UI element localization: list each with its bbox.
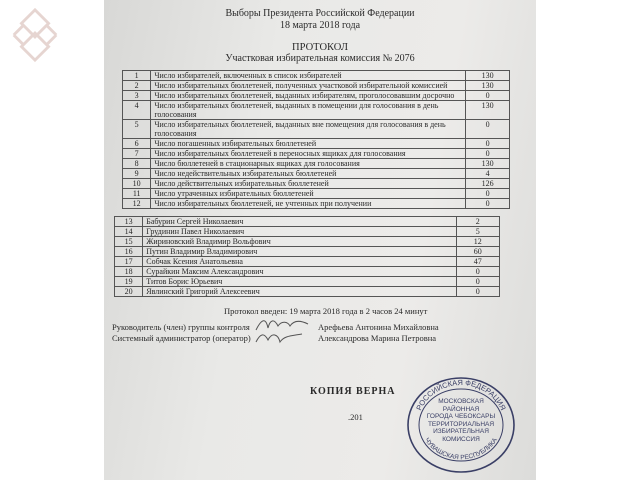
row-number: 16 (115, 247, 143, 257)
table-row (123, 81, 510, 91)
results-table-main (122, 70, 510, 209)
stamp-ring-top: РОССИЙСКАЯ ФЕДЕРАЦИЯ (414, 377, 508, 412)
commission-name: Участковая избирательная комиссия № 2076 (225, 53, 415, 64)
stamp-ring-bottom: ЧУВАШСКАЯ РЕСПУБЛИКА (423, 436, 499, 462)
row-value: 0 (466, 139, 510, 149)
row-number: 14 (115, 227, 143, 237)
row-number: 17 (115, 257, 143, 267)
table-row (123, 159, 510, 169)
results-table-candidates (114, 216, 500, 297)
row-label: Число погашенных избирательных бюллетеней (151, 139, 466, 149)
row-value: 0 (466, 189, 510, 199)
table-row (123, 101, 510, 120)
stamp-line: ИЗБИРАТЕЛЬНАЯ (433, 428, 489, 435)
row-value: 12 (456, 237, 499, 247)
row-number: 20 (115, 287, 143, 297)
row-number: 9 (123, 169, 151, 179)
row-value: 0 (456, 277, 499, 287)
protocol-entry-time: Протокол введен: 19 марта 2018 года в 2 часов 24 минут (224, 306, 428, 316)
row-label: Число избирательных бюллетеней, не учтенных при получении (151, 199, 466, 209)
row-number: 19 (115, 277, 143, 287)
row-value: 126 (466, 179, 510, 189)
handwritten-signature-icon (254, 330, 304, 346)
row-label: Число недействительных избирательных бюллетеней (151, 169, 466, 179)
row-label: Число избирателей, включенных в список избирателей (151, 71, 466, 81)
row-value: 4 (466, 169, 510, 179)
row-number: 5 (123, 120, 151, 139)
table-row (123, 71, 510, 81)
row-number: 13 (115, 217, 143, 227)
table-row (115, 217, 500, 227)
admin-role: Системный администратор (оператор) (112, 333, 251, 343)
row-value: 0 (456, 287, 499, 297)
row-label: Число избирательных бюллетеней в переносных ящиках для голосования (151, 149, 466, 159)
row-number: 11 (123, 189, 151, 199)
table-row (123, 139, 510, 149)
row-label: Число утраченных избирательных бюллетеней (151, 189, 466, 199)
row-label: Число действительных избирательных бюллетеней (151, 179, 466, 189)
row-number: 1 (123, 71, 151, 81)
table-row (123, 120, 510, 139)
row-number: 18 (115, 267, 143, 277)
row-label: Грудинин Павел Николаевич (143, 227, 456, 237)
row-value: 2 (456, 217, 499, 227)
table-row (115, 267, 500, 277)
row-value: 130 (466, 81, 510, 91)
table-row (123, 199, 510, 209)
row-number: 6 (123, 139, 151, 149)
row-value: 0 (466, 91, 510, 101)
row-label: Число избирательных бюллетеней, полученных участковой избирательной комиссией (151, 81, 466, 91)
head-role: Руководитель (член) группы контроля (112, 322, 250, 332)
stamp-line: МОСКОВСКАЯ (438, 398, 484, 405)
row-label: Путин Владимир Владимирович (143, 247, 456, 257)
protocol-heading: ПРОТОКОЛ (292, 42, 348, 53)
row-number: 3 (123, 91, 151, 101)
table-row (115, 287, 500, 297)
ornament-logo-icon (6, 6, 64, 64)
row-value: 130 (466, 159, 510, 169)
election-date: 18 марта 2018 года (279, 20, 361, 31)
row-number: 12 (123, 199, 151, 209)
row-label: Число бюллетеней в стационарных ящиках для голосования (151, 159, 466, 169)
stamp-line: РАЙОННАЯ (442, 405, 480, 413)
stamp-line: ГОРОДА ЧЕБОКСАРЫ (426, 413, 496, 420)
table-row (115, 237, 500, 247)
row-number: 2 (123, 81, 151, 91)
row-label: Сурайкин Максим Александрович (143, 267, 456, 277)
row-label: Число избирательных бюллетеней, выданных в помещении для голосования в день голосования (151, 101, 466, 120)
row-value: 60 (456, 247, 499, 257)
row-value: 130 (466, 101, 510, 120)
table-row (115, 257, 500, 267)
head-name: Арефьева Антонина Михайловна (318, 322, 439, 332)
row-value: 0 (466, 199, 510, 209)
row-value: 130 (466, 71, 510, 81)
row-number: 7 (123, 149, 151, 159)
row-label: Число избирательных бюллетеней, выданных вне помещения для голосования в день голосования (151, 120, 466, 139)
row-value: 47 (456, 257, 499, 267)
table-row (123, 91, 510, 101)
admin-name: Александрова Марина Петровна (318, 333, 437, 343)
table-row (123, 169, 510, 179)
table-row (115, 277, 500, 287)
row-label: Бабурин Сергей Николаевич (143, 217, 456, 227)
row-number: 8 (123, 159, 151, 169)
stamp-line: ТЕРРИТОРИАЛЬНАЯ (427, 420, 495, 428)
table-row (123, 189, 510, 199)
row-value: 0 (456, 267, 499, 277)
table-row (115, 227, 500, 237)
row-label: Титов Борис Юрьевич (143, 277, 456, 287)
row-number: 15 (115, 237, 143, 247)
row-label: Жириновский Владимир Вольфович (143, 237, 456, 247)
row-label: Число избирательных бюллетеней, выданных избирателям, проголосовавшим досрочно (151, 91, 466, 101)
table-row (115, 247, 500, 257)
row-number: 10 (123, 179, 151, 189)
table-row (123, 149, 510, 159)
election-title: Выборы Президента Российской Федерации (225, 8, 415, 19)
table-row (123, 179, 510, 189)
stamp-line: КОМИССИЯ (442, 435, 480, 443)
row-value: 0 (466, 149, 510, 159)
row-value: 5 (456, 227, 499, 237)
row-number: 4 (123, 101, 151, 120)
row-value: 0 (466, 120, 510, 139)
copy-verified-mark: КОПИЯ ВЕРНА (310, 386, 396, 397)
row-label: Собчак Ксения Анатольевна (143, 257, 456, 267)
stamp-inner-text (406, 398, 516, 443)
row-label: Явлинский Григорий Алексеевич (143, 287, 456, 297)
copy-year: .201 (348, 412, 363, 422)
